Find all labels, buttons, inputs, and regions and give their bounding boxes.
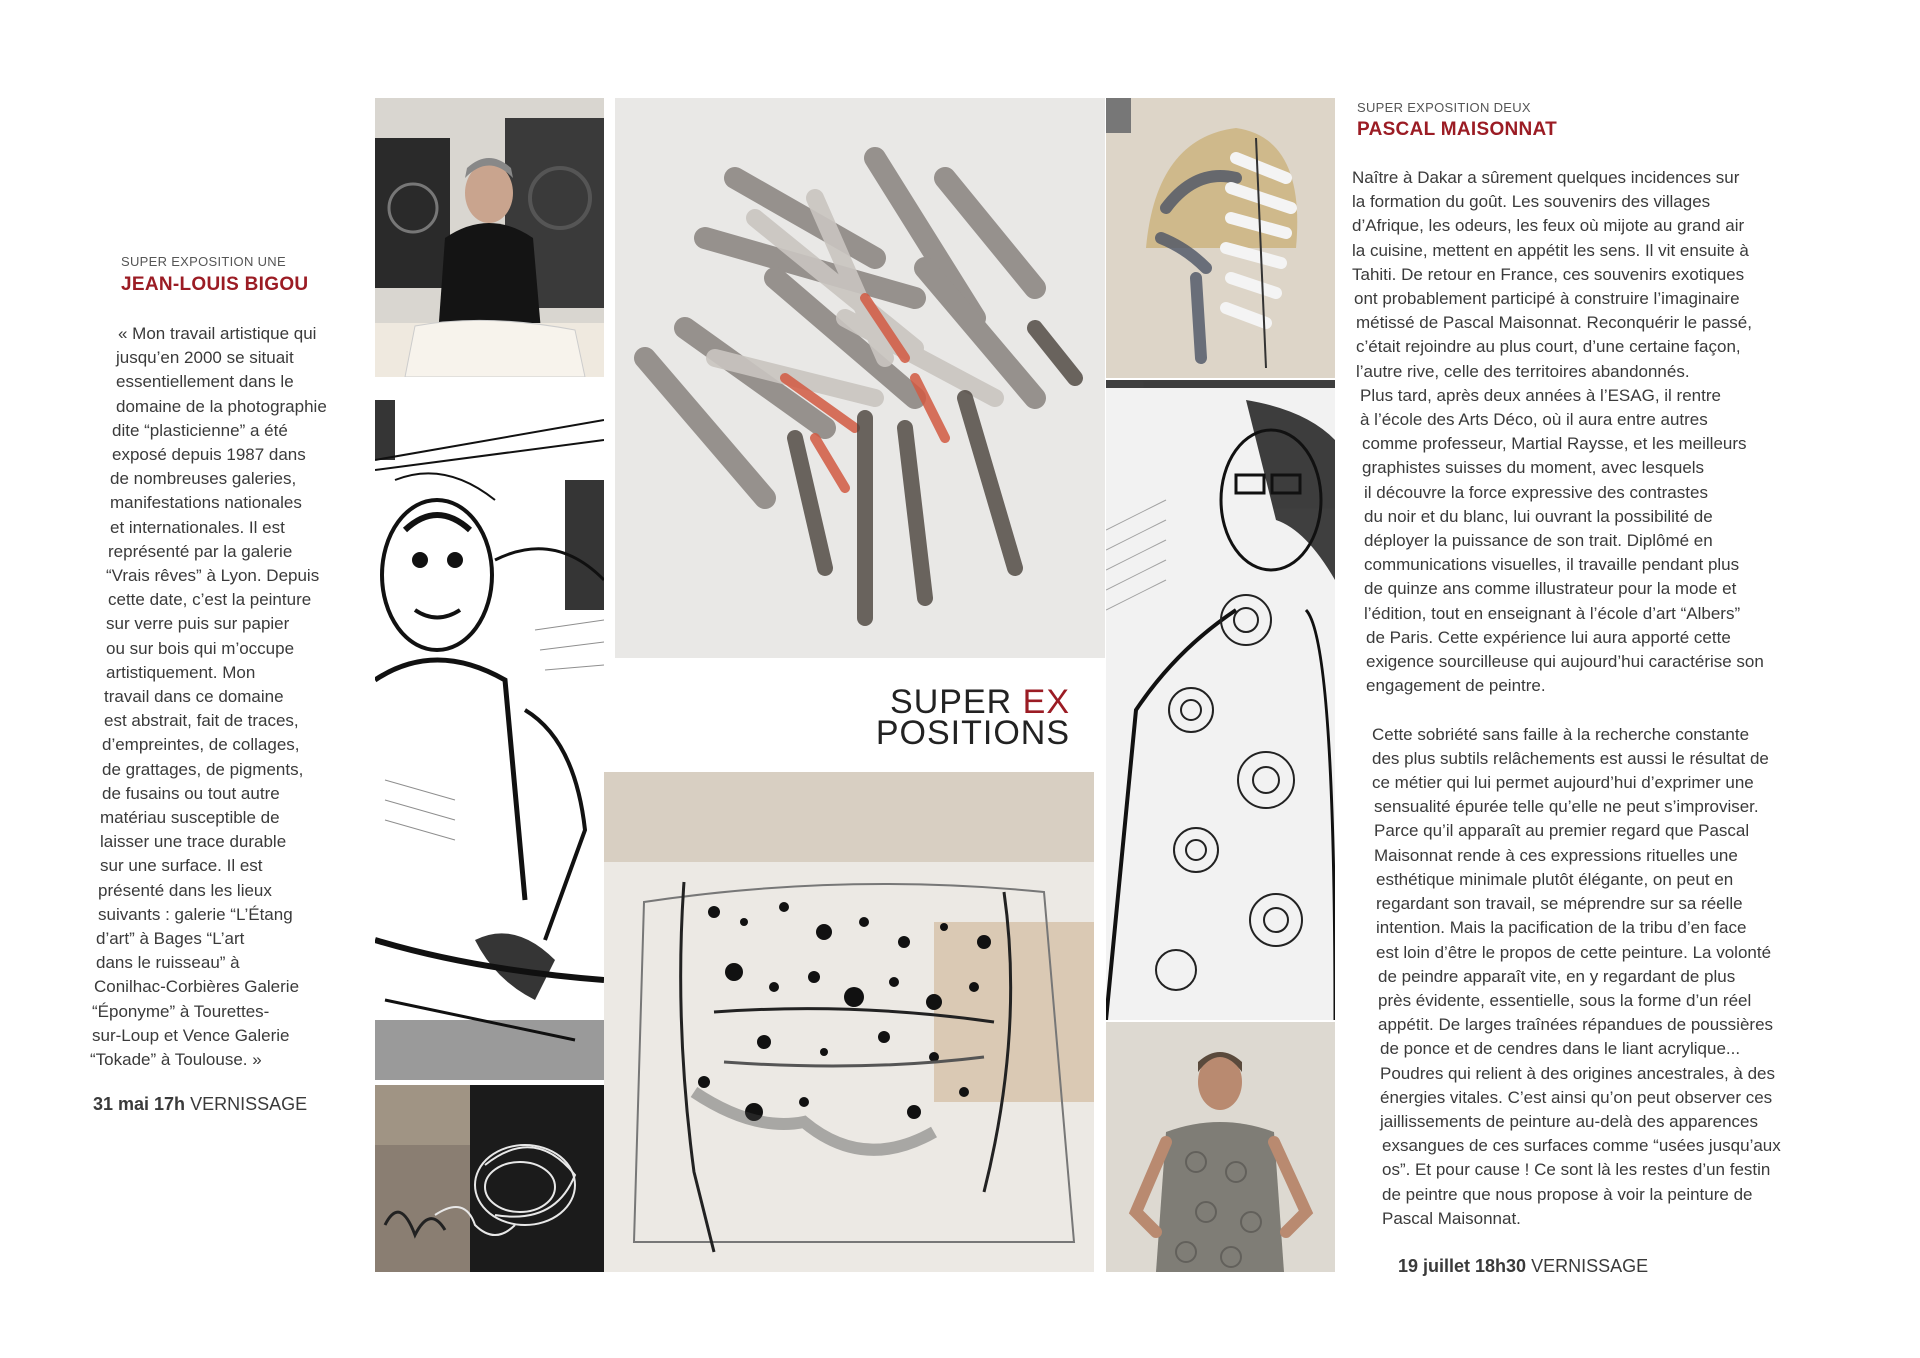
text-line: est abstrait, fait de traces, (104, 711, 299, 731)
text-line: sensualité épurée telle qu’elle ne peut s’improviser. (1374, 797, 1759, 817)
text-line: et internationales. Il est (110, 517, 285, 537)
artist-two-sketch (1106, 380, 1335, 1020)
text-line: est loin d’être le propos de cette peinture. La volonté (1376, 942, 1772, 962)
text-line: c’était rejoindre au plus court, d’une certaine façon, (1356, 337, 1741, 357)
text-line: de peindre apparaît vite, en y regardant de plus (1378, 966, 1736, 986)
text-line: graphistes suisses du moment, avec lesquels (1362, 458, 1705, 478)
text-line: ou sur bois qui m’occupe (106, 638, 295, 658)
text-line: matériau susceptible de (100, 808, 280, 828)
title-ex: EX (1022, 683, 1070, 721)
text-line: intention. Mais la pacification de la tribu d’en face (1376, 918, 1747, 938)
artist-one-sketch (375, 380, 604, 1080)
text-line: d’art” à Bages “L’art (96, 929, 245, 949)
text-line: engagement de peintre. (1366, 676, 1546, 696)
text-line: de peintre que nous propose à voir la peinture de (1382, 1184, 1753, 1204)
text-line: déployer la puissance de son trait. Diplômé en (1364, 531, 1713, 551)
text-line (1352, 698, 1832, 722)
text-line: ce métier qui lui permet aujourd’hui d’exprimer une (1372, 773, 1754, 793)
text-line: de nombreuses galeries, (110, 469, 297, 489)
text-line: Naître à Dakar a sûrement quelques incidences sur (1352, 168, 1740, 187)
text-line: manifestations nationales (110, 493, 302, 513)
text-line: regardant son travail, se méprendre sur sa réelle (1376, 894, 1743, 914)
text-line: “Vrais rêves” à Lyon. Depuis (106, 566, 320, 586)
exhibition-two-text (1352, 166, 1832, 1231)
text-line: exposé depuis 1987 dans (112, 445, 306, 465)
title-line-2: POSITIONS (875, 714, 1070, 752)
text-line: exsangues de ces surfaces comme “usées jusqu’aux (1382, 1136, 1781, 1156)
vernissage-date: 31 mai 17h (93, 1094, 186, 1114)
text-line: Maisonnat rende à ces expressions rituelles une (1374, 845, 1738, 865)
text-line: métissé de Pascal Maisonnat. Reconquérir le passé, (1356, 313, 1752, 333)
text-line: « Mon travail artistique qui (118, 324, 317, 343)
text-line: des plus subtils relâchements est aussi le résultat de (1372, 748, 1769, 768)
text-line: ont probablement participé à construire l’imaginaire (1354, 289, 1740, 309)
text-line: jusqu’en 2000 se situait (116, 348, 294, 368)
artist-two-photo (1106, 1022, 1335, 1272)
painting-grey-brushstrokes (615, 98, 1105, 658)
text-line: cette date, c’est la peinture (108, 590, 312, 610)
exhibition-one-vernissage (93, 1094, 307, 1115)
text-line: d’empreintes, de collages, (102, 735, 300, 755)
exhibition-one-artist: JEAN-LOUIS BIGOU (121, 274, 309, 295)
text-line: os”. Et pour cause ! Ce sont là les restes d’un festin (1382, 1160, 1771, 1180)
exhibition-two-vernissage (1398, 1256, 1648, 1277)
text-line: communications visuelles, il travaille pendant plus (1364, 555, 1740, 575)
text-line: Poudres qui relient à des origines ancestrales, à des (1380, 1063, 1776, 1083)
text-line: “Éponyme” à Tourettes- (92, 1001, 270, 1021)
text-line: exigence sourcilleuse qui aujourd’hui caractérise son (1366, 652, 1764, 672)
text-line: jaillissements de peinture au-delà des apparences (1380, 1111, 1759, 1131)
text-line: essentiellement dans le (116, 372, 294, 392)
text-line: la formation du goût. Les souvenirs des villages (1352, 192, 1711, 212)
vernissage-date: 19 juillet 18h30 (1398, 1256, 1527, 1276)
text-line: Pascal Maisonnat. (1382, 1208, 1521, 1228)
text-line: de Paris. Cette expérience lui aura apporté cette (1366, 627, 1731, 647)
text-line: Cette sobriété sans faille à la recherche constante (1372, 724, 1750, 744)
vernissage-label: VERNISSAGE (190, 1094, 308, 1114)
painting-sketch-figure (1106, 98, 1335, 378)
text-line: près évidente, essentielle, sous la forme d’un réel (1378, 990, 1752, 1010)
text-line: suivants : galerie “L’Étang (98, 904, 293, 924)
exhibition-two-kicker: SUPER EXPOSITION DEUX (1357, 100, 1531, 115)
text-line: sur verre puis sur papier (106, 614, 290, 634)
text-line: de ponce et de cendres dans le liant acrylique... (1380, 1039, 1741, 1059)
title-super: SUPER (890, 683, 1023, 721)
vernissage-label: VERNISSAGE (1531, 1256, 1649, 1276)
artist-one-photo (375, 98, 604, 377)
text-line: Tahiti. De retour en France, ces souvenirs exotiques (1352, 264, 1745, 284)
text-line: de fusains ou tout autre (102, 783, 280, 803)
exhibition-one-text (86, 322, 354, 1072)
text-line: esthétique minimale plutôt élégante, on peut en (1376, 869, 1734, 889)
text-line: appétit. De larges traînées répandues de poussières (1378, 1015, 1774, 1035)
magazine-title (870, 683, 1070, 752)
text-line: à l’école des Arts Déco, où il aura entre autres (1360, 410, 1708, 430)
text-line: d’Afrique, les odeurs, les feux où mijote au grand air (1352, 216, 1745, 236)
text-line: l’édition, tout en enseignant à l’école d’art “Albers” (1364, 603, 1741, 623)
exhibition-one-kicker: SUPER EXPOSITION UNE (121, 254, 286, 269)
text-line: sur une surface. Il est (100, 856, 263, 876)
text-line: de quinze ans comme illustrateur pour la mode et (1364, 579, 1737, 599)
text-line: artistiquement. Mon (106, 662, 256, 682)
text-line: domaine de la photographie (116, 396, 327, 416)
text-line: Conilhac-Corbières Galerie (94, 977, 300, 997)
text-line: de grattages, de pigments, (102, 759, 304, 779)
painting-ink-splatter (604, 772, 1094, 1272)
text-line: dite “plasticienne” a été (112, 420, 288, 440)
text-line: représenté par la galerie (108, 541, 293, 561)
text-line: “Tokade” à Toulouse. » (90, 1050, 262, 1070)
text-line: dans le ruisseau” à (96, 953, 240, 973)
text-line: du noir et du blanc, lui ouvrant la possibilité de (1364, 506, 1713, 526)
text-line: énergies vitales. C’est ainsi qu’on peut observer ces (1380, 1087, 1773, 1107)
text-line: la cuisine, mettent en appétit les sens. Il vit ensuite à (1352, 240, 1749, 260)
text-line: Plus tard, après deux années à l’ESAG, il rentre (1360, 385, 1721, 405)
text-line: travail dans ce domaine (104, 687, 284, 707)
text-line: l’autre rive, celle des territoires abandonnés. (1356, 361, 1690, 381)
exhibition-two-artist: PASCAL MAISONNAT (1357, 119, 1558, 140)
text-line: laisser une trace durable (100, 832, 287, 852)
text-line: il découvre la force expressive des contrastes (1364, 482, 1708, 502)
text-line: sur-Loup et Vence Galerie (92, 1025, 290, 1045)
text-line: présenté dans les lieux (98, 880, 272, 900)
text-line: Parce qu’il apparaît au premier regard que Pascal (1374, 821, 1750, 841)
text-line: comme professeur, Martial Raysse, et les meilleurs (1362, 434, 1747, 454)
artist-one-artwork-thumbnail (375, 1085, 604, 1272)
